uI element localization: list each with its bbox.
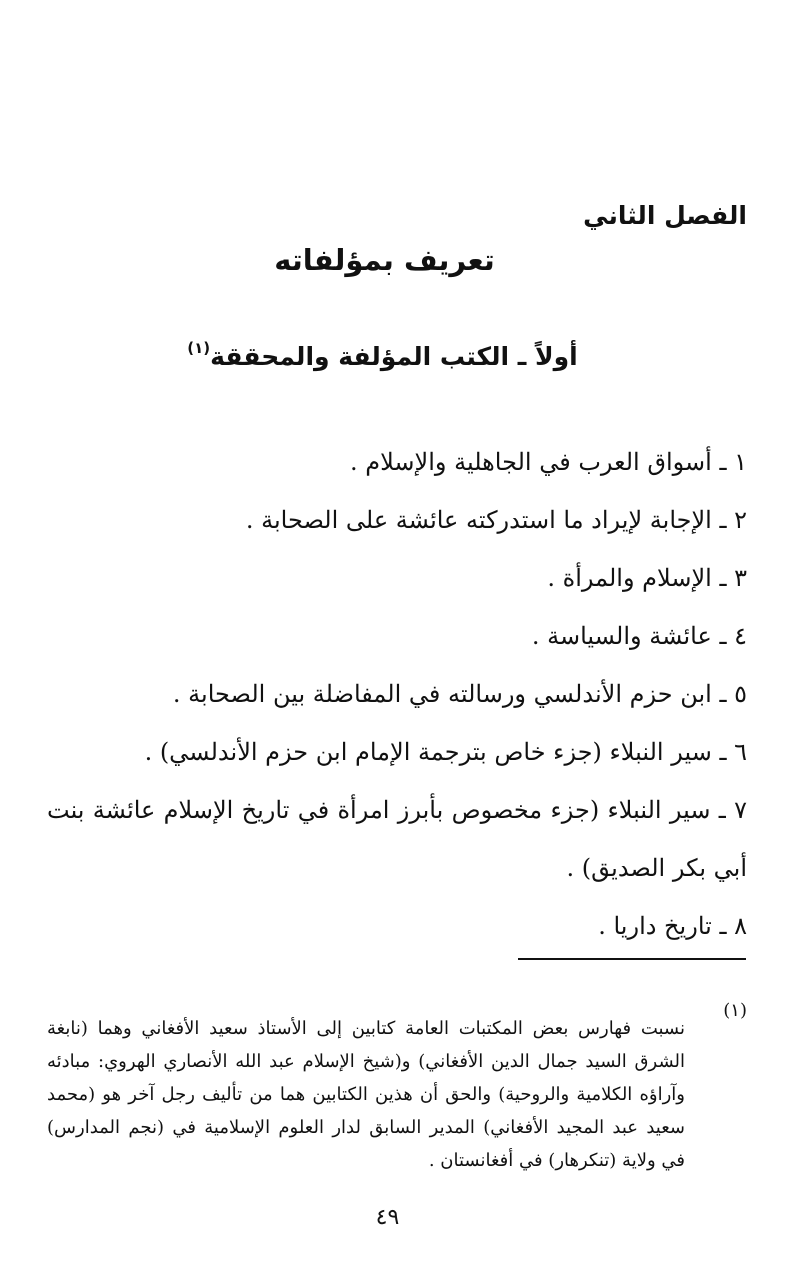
chapter-title: تعريف بمؤلفاته xyxy=(274,243,495,277)
footnote-separator xyxy=(518,958,746,960)
page-number: ٤٩ xyxy=(375,1205,400,1230)
chapter-label: الفصل الثاني xyxy=(583,201,747,230)
work-item: ٤ ـ عائشة والسياسة . xyxy=(531,622,747,650)
work-item: ٥ ـ ابن حزم الأندلسي ورسالته في المفاضلة بين الصحابة . xyxy=(172,680,747,708)
work-item: ٨ ـ تاريخ داريا . xyxy=(598,912,747,940)
section-heading xyxy=(0,326,795,379)
work-item: ١ ـ أسواق العرب في الجاهلية والإسلام . xyxy=(349,448,747,476)
work-item: ٦ ـ سير النبلاء (جزء خاص بترجمة الإمام ابن حزم الأندلسي) . xyxy=(144,738,747,766)
work-item: ٣ ـ الإسلام والمرأة . xyxy=(547,564,747,592)
footnote-text: نسبت فهارس بعض المكتبات العامة كتابين إلى الأستاذ سعيد الأفغاني وهما (نابغة الشرق السيد جمال الدين الأفغاني) و(شيخ الإسلام عبد الله الأنصاري الهروي: مبادئه وآراؤه الكلامية والروحية) والحق أن هذين الكتابين هما من تأليف رجل آخر هو (محمد سعيد عبد المجيد الأفغاني) المدير السابق لدار العلوم الإسلامية في (نجم المدارس) في ولاية (تنكرهار) في أفغانستان . xyxy=(47,1018,685,1171)
works-list xyxy=(47,433,747,955)
footnote-reference: (١) xyxy=(187,339,211,357)
work-item: ٧ ـ سير النبلاء (جزء مخصوص بأبرز امرأة في تاريخ الإسلام عائشة بنت أبي بكر الصديق) . xyxy=(47,796,747,882)
section-heading-text: أولاً ـ الكتب المؤلفة والمحققة xyxy=(210,342,578,371)
footnote-marker: (١) xyxy=(723,1000,747,1021)
footnote xyxy=(47,994,747,1195)
work-item: ٢ ـ الإجابة لإيراد ما استدركته عائشة على الصحابة . xyxy=(245,506,747,534)
